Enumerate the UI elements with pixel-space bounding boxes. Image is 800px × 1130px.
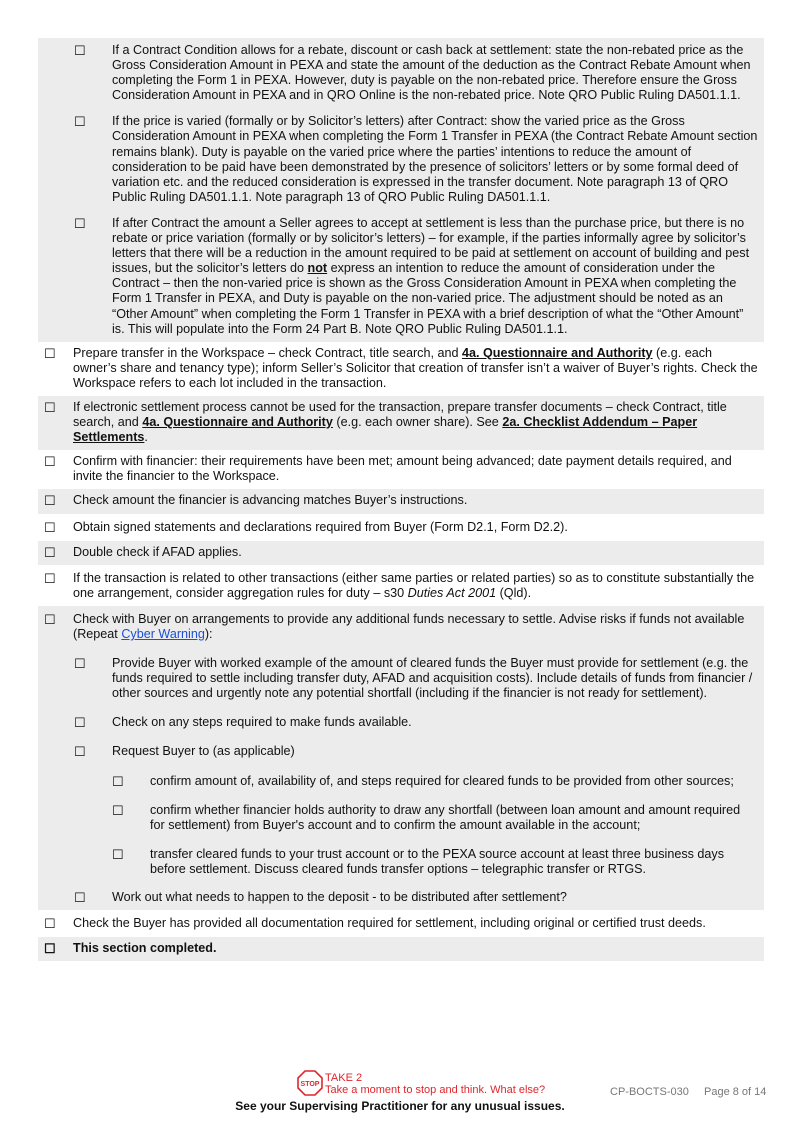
document-reference: CP-BOCTS-030	[610, 1086, 689, 1098]
link-cyber-warning[interactable]: Cyber Warning	[121, 627, 205, 641]
list-item-other-amount	[38, 210, 764, 342]
act-title: Duties Act 2001	[407, 585, 497, 600]
checkbox[interactable]: ☐	[44, 493, 56, 509]
list-item-documentation	[38, 910, 764, 937]
text-part: (Qld).	[496, 585, 532, 600]
list-item-check-amount	[38, 489, 764, 513]
item-text	[73, 571, 758, 601]
item-text: If the price is varied (formally or by Solicitor’s letters) after Contract: show the varied price as the Gross Consideration Amount in PEXA when completing the Form 1 Transfer in PEXA (the Contract Rebate Amount section remains blank). Duty is payable on the varied price where the parties’ intentions to reduce the amount of consideration to be paid have been demonstrated by the presence of solicitors’ letters or by some formal deed of variation etc. and the reduced consideration is expressed in the transfer document. Note paragraph 13 of QRO Public Ruling DA501.1.1. Note paragraph 13 of QRO Public Ruling DA501.1.1.	[112, 114, 758, 204]
list-item-steps-required	[38, 706, 764, 735]
text-part: If the transaction is related to other transactions (either same parties or related parties) so as to constitute substantially the one arrangement, consider aggregation rules for duty – s30	[73, 570, 755, 600]
item-text: Check amount the financier is advancing matches Buyer’s instructions.	[73, 493, 468, 508]
checkbox[interactable]: ☐	[44, 941, 56, 957]
item-text: Check the Buyer has provided all documentation required for settlement, including original or certified trust deeds.	[73, 916, 706, 931]
list-item-rebate	[38, 38, 764, 108]
link-questionnaire-authority[interactable]: 4a. Questionnaire and Authority	[142, 415, 333, 430]
item-text: Double check if AFAD applies.	[73, 544, 242, 559]
text-part: Check with Buyer on arrangements to provide any additional funds necessary to settle. Advise risks if funds not available (Repeat	[73, 611, 745, 641]
take2-title: TAKE 2	[325, 1072, 363, 1084]
list-item-confirm-amount	[38, 765, 764, 794]
item-text	[73, 612, 758, 642]
text-part: (e.g. each owner share). See	[332, 415, 503, 430]
checkbox[interactable]: ☐	[74, 656, 86, 672]
checkbox[interactable]: ☐	[112, 846, 124, 862]
checkbox[interactable]: ☐	[74, 744, 86, 760]
checkbox[interactable]: ☐	[112, 802, 124, 818]
item-text: Obtain signed statements and declarations required from Buyer (Form D2.1, Form D2.2).	[73, 519, 568, 534]
page-footer	[0, 1068, 800, 1118]
item-text: If a Contract Condition allows for a rebate, discount or cash back at settlement: state the non-rebated price as the Gross Consideration Amount in PEXA and state the amount of the deduction as the Contract Rebate Amount when completing the Form 1 in PEXA. However, duty is payable on the non-rebated price. Therefore ensure the Gross Consideration Amount in PEXA and in QRO Online is the non-rebated price. Note QRO Public Ruling DA501.1.1.	[112, 43, 751, 103]
text-part: If electronic settlement process cannot be used for the transaction, prepare transfer documents – check Contract, title search, and	[73, 399, 727, 430]
checkbox[interactable]: ☐	[74, 890, 86, 906]
checkbox[interactable]: ☐	[74, 215, 86, 231]
list-item-transfer-funds	[38, 838, 764, 882]
list-item-additional-funds	[38, 606, 764, 647]
checkbox[interactable]: ☐	[44, 611, 56, 627]
page-number: Page 8 of 14	[704, 1086, 767, 1098]
checkbox[interactable]: ☐	[44, 570, 56, 586]
list-item-varied-price	[38, 108, 764, 210]
item-text: confirm whether financier holds authority to draw any shortfall (between loan amount and amount required for settlement) from Buyer's account and to confirm the amount available in the account;	[150, 802, 741, 832]
text-part: Prepare transfer in the Workspace – check Contract, title search, and	[73, 345, 462, 360]
list-item-aggregation	[38, 565, 764, 606]
link-paper-settlements[interactable]: 2a. Checklist Addendum – Paper Settlements	[73, 415, 698, 445]
item-text: Check on any steps required to make funds available.	[112, 715, 412, 730]
checkbox[interactable]: ☐	[74, 43, 86, 58]
stop-sign-label: STOP	[300, 1081, 320, 1088]
checkbox[interactable]: ☐	[44, 345, 56, 361]
item-text	[73, 400, 758, 445]
checkbox[interactable]: ☐	[74, 114, 86, 130]
text-part: If after Contract the amount a Seller agrees to accept at settlement is less than the purchase price, but there is no rebate or price variation (formally or by solicitor’s letters) – for example, if the parties informally agree by solicitor’s letters that there will be a reduction in the amount required to be paid at settlement on account of building and pest issues, but the solicitor’s letters do	[112, 215, 750, 276]
list-item-confirm-financier	[38, 794, 764, 838]
text-part: .	[144, 430, 148, 445]
checkbox[interactable]: ☐	[44, 454, 56, 470]
checkbox[interactable]: ☐	[44, 399, 56, 415]
list-item-financier	[38, 450, 764, 489]
list-item-statements	[38, 514, 764, 541]
list-item-prepare-transfer	[38, 342, 764, 396]
list-item-electronic-settlement	[38, 396, 764, 450]
checkbox[interactable]: ☐	[44, 544, 56, 560]
list-item-afad	[38, 541, 764, 565]
item-text	[112, 216, 758, 337]
item-text: confirm amount of, availability of, and steps required for cleared funds to be provided from other sources;	[150, 773, 734, 788]
text-part: express an intention to reduce the amount of consideration under the Contract – then the non-varied price is shown as the Gross Consideration Amount in PEXA when completing the Form 1 Transfer in PEXA, and Duty is payable on the non-varied price. The adjustment should be noted as an “Other Amount” when completing the Form 1 Transfer in PEXA with a brief description of what the “Other Amount” is. This will populate into the Form 24 Part B. Note QRO Public Ruling DA501.1.1.	[112, 261, 744, 336]
checkbox[interactable]: ☐	[112, 773, 124, 789]
list-item-section-completed	[38, 937, 764, 961]
emphasis-not: not	[307, 261, 328, 276]
supervising-note: See your Supervising Practitioner for any unusual issues.	[235, 1099, 565, 1113]
text-part: ):	[204, 627, 213, 641]
list-item-request-buyer	[38, 735, 764, 764]
link-questionnaire-authority[interactable]: 4a. Questionnaire and Authority	[461, 345, 653, 360]
item-text: Work out what needs to happen to the deposit - to be distributed after settlement?	[112, 890, 567, 905]
item-text: Confirm with financier: their requirements have been met; amount being advanced; date payment details required, and invite the financier to the Workspace.	[73, 454, 732, 484]
take2-note	[325, 1072, 545, 1096]
checkbox[interactable]: ☐	[44, 916, 56, 932]
text-part: (e.g. each owner’s share and tenancy type); inform Seller’s Solicitor that creation of transfer isn’t a waiver of Buyer’s rights. Check the Workspace refers to each lot included in the transaction.	[73, 345, 758, 390]
take2-subtitle: Take a moment to stop and think. What else?	[325, 1084, 546, 1096]
item-text: Provide Buyer with worked example of the amount of cleared funds the Buyer must provide for settlement (e.g. the funds required to settle including transfer duty, AFAD and acquisition costs). Include details of funds from financier / other sources and urgently note any potential shortfall (including if the financier is not ready for settlement).	[112, 656, 753, 701]
item-text: Request Buyer to (as applicable)	[112, 744, 295, 759]
item-text	[73, 346, 758, 391]
checklist	[38, 38, 764, 961]
checkbox[interactable]: ☐	[74, 715, 86, 731]
list-item-deposit	[38, 882, 764, 910]
list-item-worked-example	[38, 647, 764, 706]
item-text: This section completed.	[73, 941, 217, 956]
stop-sign-icon	[297, 1070, 323, 1096]
checkbox[interactable]: ☐	[44, 519, 56, 535]
item-text: transfer cleared funds to your trust account or to the PEXA source account at least three business days before settlement. Discuss cleared funds transfer options – telegraphic transfer or RTGS.	[150, 846, 725, 876]
